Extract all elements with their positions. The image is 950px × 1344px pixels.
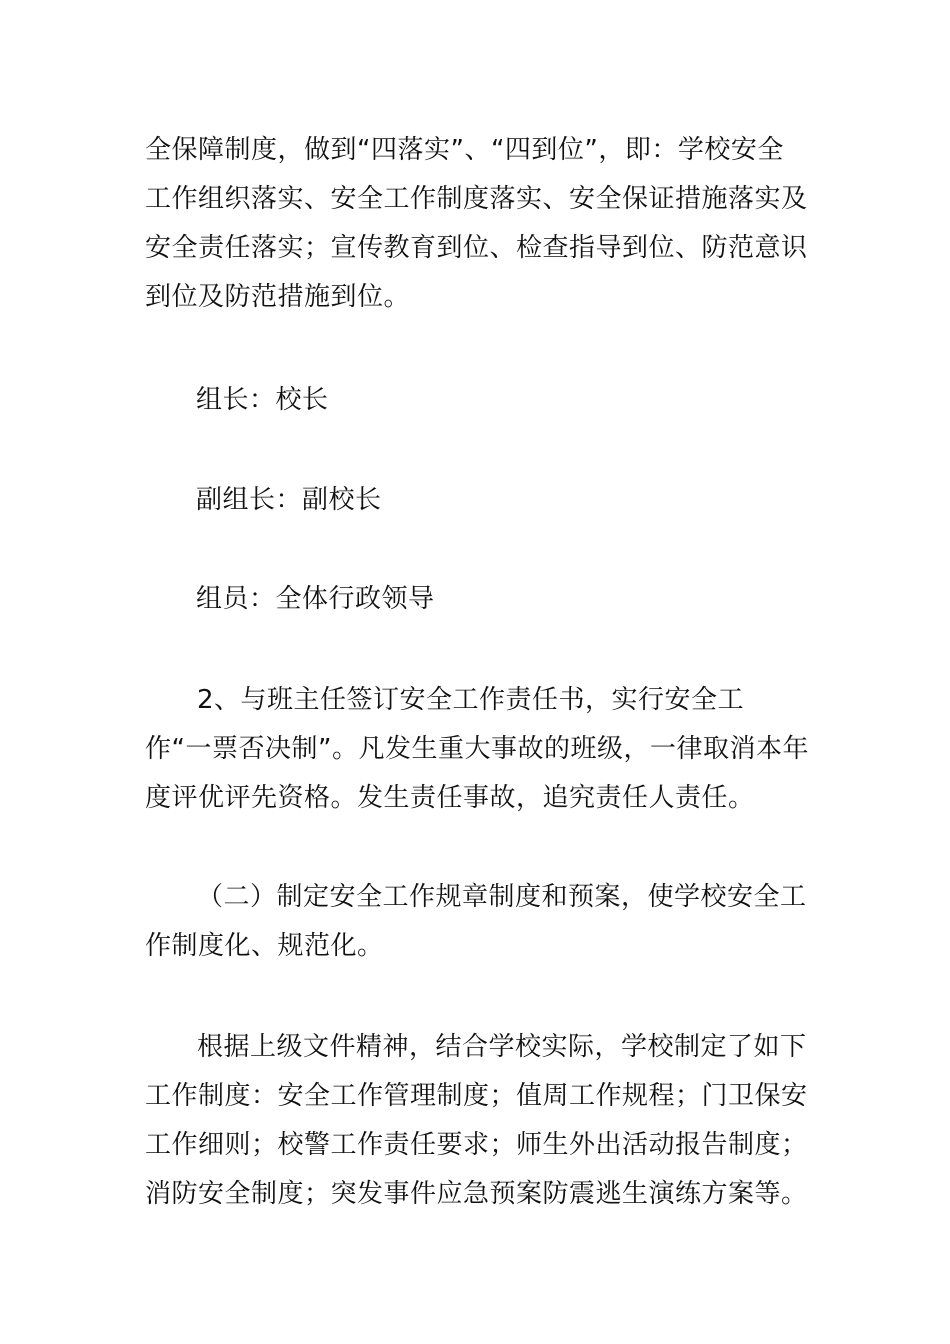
section-heading-rules: （二）制定安全工作规章制度和预案，使学校安全工作制度化、规范化。 [145, 882, 807, 961]
team-leader-line: 组长：校长 [196, 385, 329, 415]
team-members-line: 组员：全体行政领导 [196, 584, 435, 614]
paragraph-responsibility-letter: 2、与班主任签订安全工作责任书，实行安全工作“一票否决制”。凡发生重大事故的班级，一律取消本年度评优评先资格。发生责任事故，追究责任人责任。 [145, 685, 809, 813]
paragraph-rules-list: 根据上级文件精神，结合学校实际，学校制定了如下工作制度：安全工作管理制度；值周工作规程；门卫保安工作细则；校警工作责任要求；师生外出活动报告制度；消防安全制度；突发事件应急预案防震逃生演练方案等。 [145, 1032, 808, 1209]
paragraph-safety-system: 全保障制度，做到“四落实”、“四到位”，即：学校安全工作组织落实、安全工作制度落实、安全保证措施落实及安全责任落实；宣传教育到位、检查指导到位、防范意识到位及防范措施到位。 [145, 135, 808, 312]
deputy-leader-line: 副组长：副校长 [196, 485, 382, 515]
